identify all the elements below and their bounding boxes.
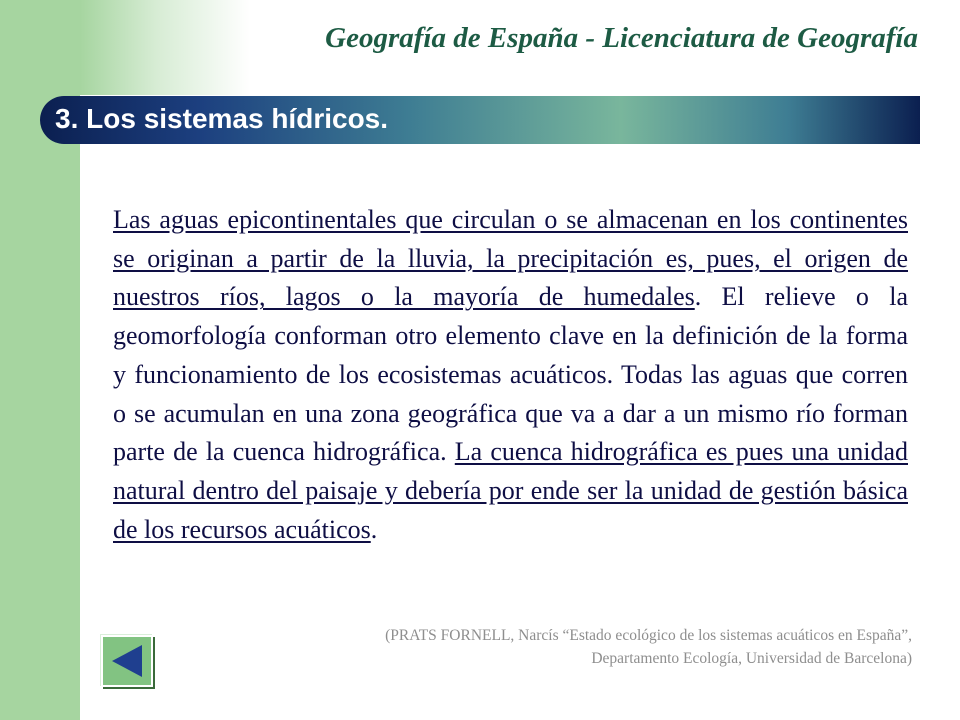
citation [212, 624, 912, 670]
section-title: 3. Los sistemas hídricos. [55, 103, 389, 134]
body-text-plain-2: . [370, 514, 378, 544]
triangle-left-icon [109, 643, 145, 679]
citation-line-2: Departamento Ecología, Universidad de Barcelona) [591, 650, 912, 667]
top-gradient-decoration [80, 0, 250, 95]
body-text-underlined-1: Las aguas epicontinentales que circulan o se almacenan en los continentes se originan a partir de la lluvia, la precipitación es, pues, el origen de nuestros ríos, lagos o la mayoría de humedales [113, 205, 908, 312]
body-text-plain-1: . El relieve o la geomorfología conforman otro elemento clave en la definición de la forma y funcionamiento de los ecosistemas acuáticos. Todas las aguas que corren o se acumulan en una zona geográfica que va a dar a un mismo río forman parte de la cuenca hidrográfica. [113, 282, 908, 467]
body-text-underlined-2: La cuenca hidrográfica es pues una unidad natural dentro del paisaje y debería por ende ser la unidad de gestión básica de los recursos acuáticos [113, 437, 908, 544]
back-button[interactable] [101, 635, 153, 687]
body-paragraph [113, 201, 908, 549]
citation-line-1: (PRATS FORNELL, Narcís “Estado ecológico de los sistemas acuáticos en España”, [385, 627, 912, 644]
section-title-bar [40, 96, 920, 144]
course-title: Geografía de España - Licenciatura de Geografía [325, 22, 918, 54]
